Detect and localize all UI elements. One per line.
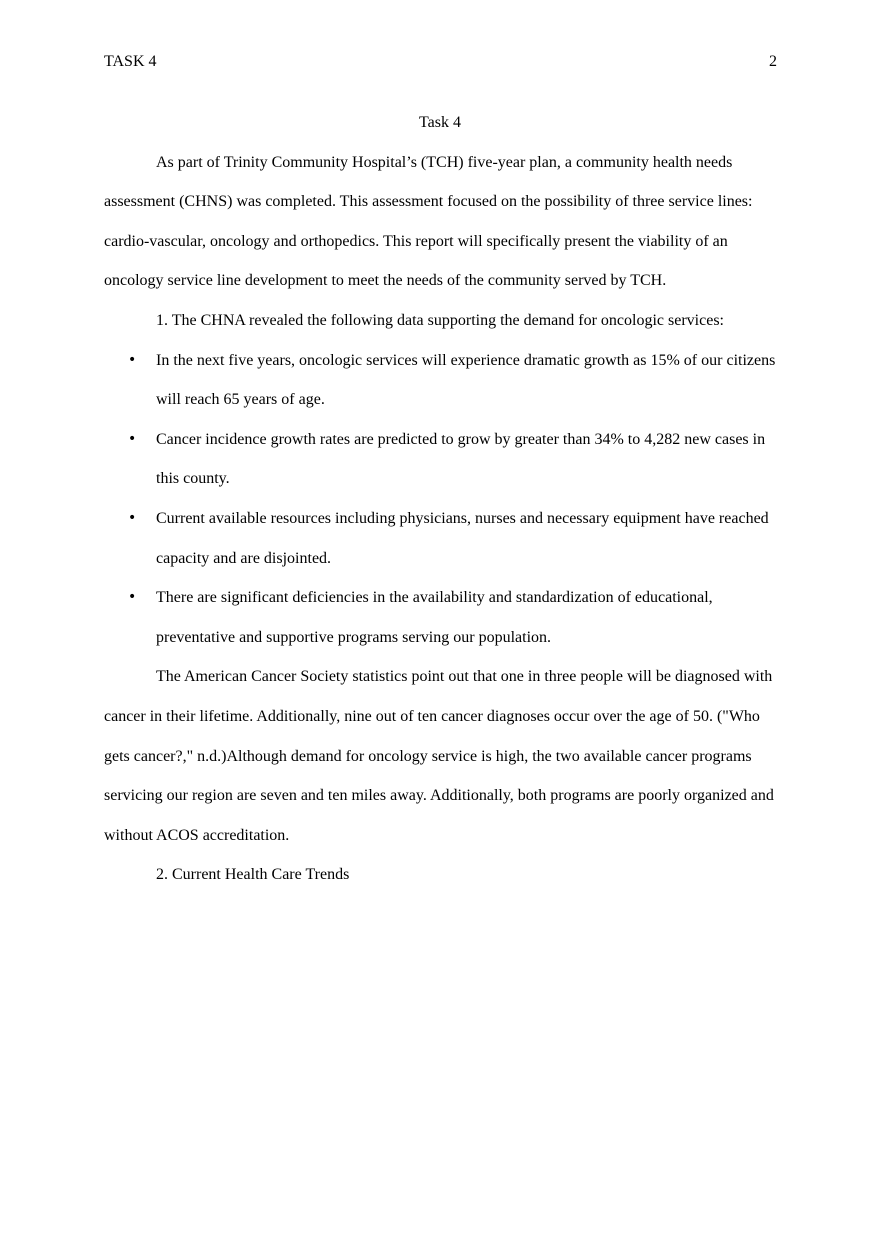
bullet-text: Current available resources including physicians, nurses and necessary equipment have reached capacity and are disjointed. [156, 509, 769, 567]
bullet-text: There are significant deficiencies in the availability and standardization of educational, preventative and supportive programs serving our population. [156, 589, 713, 646]
document-body [104, 103, 776, 895]
bullet-icon: • [128, 589, 137, 606]
bullet-item [104, 499, 776, 578]
demand-bullet-list [104, 341, 776, 658]
document-title: Task 4 [419, 114, 461, 131]
bullet-item [104, 420, 776, 499]
acs-paragraph: The American Cancer Society statistics point out that one in three people will be diagnosed with cancer in their lifetime. Additionally, nine out of ten cancer diagnoses occur over the age of 50. ("Who gets cancer?," n.d.)Although demand for oncology service is high, the two available cancer programs servicing our region are seven and ten miles away. Additionally, both programs are poorly organized and without ACOS accreditation. [104, 668, 774, 844]
running-head: TASK 4 [104, 53, 157, 70]
bullet-item [104, 578, 776, 657]
bullet-icon: • [128, 351, 137, 368]
section-1-intro: 1. The CHNA revealed the following data supporting the demand for oncologic services: [156, 311, 724, 329]
bullet-text: Cancer incidence growth rates are predicted to grow by greater than 34% to 4,282 new cases in this county. [156, 430, 766, 488]
bullet-icon: • [128, 509, 137, 526]
bullet-text: In the next five years, oncologic services will experience dramatic growth as 15% of our citizens will reach 65 years of age. [156, 351, 776, 409]
bullet-icon: • [128, 430, 137, 447]
intro-paragraph: As part of Trinity Community Hospital’s (TCH) five-year plan, a community health needs assessment (CHNS) was completed. This assessment focused on the possibility of three service lines: cardio-vascular, oncology and orthopedics. This report will specifically present the viability of an oncology service line development to meet the needs of the community served by TCH. [104, 153, 753, 290]
section-2-heading: 2. Current Health Care Trends [156, 866, 350, 884]
page-number: 2 [769, 53, 777, 70]
bullet-item [104, 341, 776, 420]
